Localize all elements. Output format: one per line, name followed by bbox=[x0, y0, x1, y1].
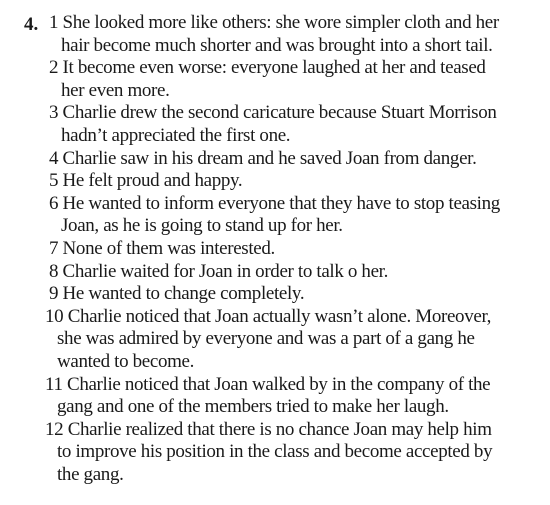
answer-line: the gang. bbox=[57, 463, 124, 485]
answer-item-9 bbox=[49, 283, 539, 306]
answer-item-1 bbox=[49, 12, 539, 57]
answer-line: wanted to become. bbox=[57, 350, 195, 372]
answer-line: 4 Charlie saw in his dream and he saved Joan from danger. bbox=[49, 147, 477, 169]
answer-line: she was admired by everyone and was a part of a gang he bbox=[57, 328, 475, 350]
answer-item-4 bbox=[49, 148, 539, 171]
answer-item-10 bbox=[45, 306, 539, 374]
answer-line: 5 He felt proud and happy. bbox=[49, 170, 243, 192]
answer-item-5 bbox=[49, 170, 539, 193]
answer-line: 9 He wanted to change completely. bbox=[49, 283, 305, 305]
answer-item-3 bbox=[49, 102, 539, 147]
answer-item-6 bbox=[49, 193, 539, 238]
answer-line: hair become much shorter and was brought into a short tail. bbox=[61, 34, 493, 56]
answer-item-12 bbox=[45, 419, 539, 487]
answer-list bbox=[45, 12, 539, 486]
answer-item-11 bbox=[45, 374, 539, 419]
answer-line: 10 Charlie noticed that Joan actually wasn’t alone. Moreover, bbox=[45, 305, 492, 327]
answer-line: 7 None of them was interested. bbox=[49, 237, 275, 259]
answer-line: Joan, as he is going to stand up for her. bbox=[61, 215, 343, 237]
answer-item-2 bbox=[49, 57, 539, 102]
answer-line: 1 She looked more like others: she wore simpler cloth and her bbox=[49, 12, 499, 33]
answer-line: 6 He wanted to inform everyone that they have to stop teasing bbox=[49, 192, 500, 214]
answer-line: 3 Charlie drew the second caricature because Stuart Morrison bbox=[49, 102, 497, 124]
answer-item-8 bbox=[49, 261, 539, 284]
exercise-number: 4. bbox=[24, 14, 39, 35]
answer-line: 11 Charlie noticed that Joan walked by in the company of the bbox=[45, 373, 491, 395]
answer-line: her even more. bbox=[61, 79, 170, 101]
answer-line: gang and one of the members tried to make her laugh. bbox=[57, 396, 449, 418]
answer-line: to improve his position in the class and become accepted by bbox=[57, 441, 493, 463]
answer-line: hadn’t appreciated the first one. bbox=[61, 124, 291, 146]
answer-line: 8 Charlie waited for Joan in order to talk o her. bbox=[49, 260, 388, 282]
answer-line: 2 It become even worse: everyone laughed at her and teased bbox=[49, 57, 486, 79]
answer-line: 12 Charlie realized that there is no chance Joan may help him bbox=[45, 418, 492, 440]
answer-item-7 bbox=[49, 238, 539, 261]
